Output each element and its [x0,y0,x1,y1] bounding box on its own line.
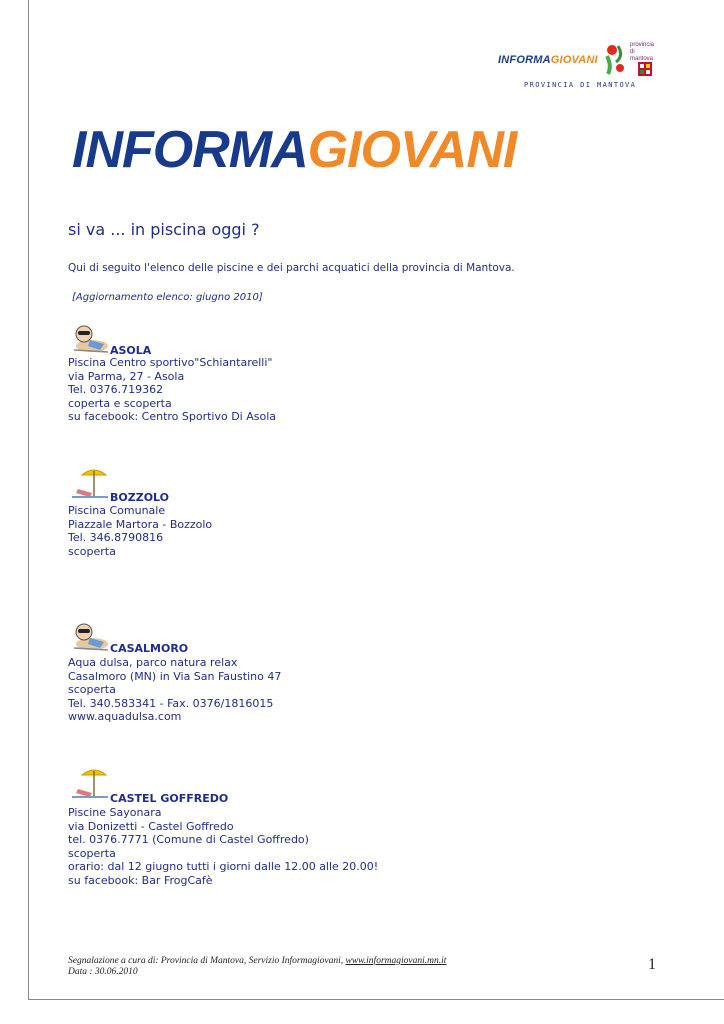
footer-line1 [68,956,446,967]
pool-entry-line: su facebook: Bar FrogCafè [68,873,213,887]
big-logo-word-informa: INFORMA [72,121,308,179]
pool-entry-details [68,504,212,558]
pool-entry-line: www.aquadulsa.com [68,710,182,723]
pool-entry-line: scoperta [68,683,116,696]
beach-umbrella-icon [70,467,110,501]
pool-entry-line: coperta e scoperta [68,396,172,410]
footer-credit: Segnalazione a cura di: Provincia di Mantova, Servizio Informagiovani, [68,956,346,966]
pool-entry-name: CASALMORO [110,642,189,655]
pool-entry-line: scoperta [68,846,116,860]
page-number: 1 [648,956,656,973]
pool-entry-line: Casalmoro (MN) in Via San Faustino 47 [68,669,282,683]
pool-entry-details [68,356,276,424]
pool-entry-line: tel. 0376.7771 (Comune di Castel Goffredo) [68,833,309,846]
pool-entry-line: Tel. 0376.719362 [68,383,164,396]
page-heading: si va ... in piscina oggi ? [68,220,260,239]
informagiovani-logo [72,120,516,180]
header-logo-wordmark [498,54,598,66]
pool-entry-line: Piazzale Martora - Bozzolo [68,517,213,531]
footer-website-link[interactable]: www.informagiovani.mn.it [345,956,447,966]
pool-entry-name: ASOLA [110,344,152,357]
sunbather-icon [70,620,110,654]
header-logo-subtitle: PROVINCIA DI MANTOVA [524,81,637,89]
pool-entry-line: scoperta [68,544,116,558]
header-logo-word-informa: INFORMA [498,54,551,66]
header-logo-word-giovani: GIOVANI [550,54,598,66]
pool-entry-line: Aqua dulsa, parco natura relax [68,656,238,669]
pool-entry-line: via Parma, 27 - Asola [68,369,185,383]
pool-entry-details [68,656,281,724]
pool-entry-name: CASTEL GOFFREDO [110,792,229,805]
emblem-caption [630,42,658,63]
pool-entry-line: Tel. 346.8790816 [68,531,164,544]
update-note: [Aggiornamento elenco: giugno 2010] [72,292,263,303]
pool-entry-line: Piscina Comunale [68,504,166,517]
pool-entry-details [68,806,378,887]
pool-entry-line: Tel. 340.583341 - Fax. 0376/1816015 [68,696,274,710]
pool-entry-name: BOZZOLO [110,491,170,504]
header-logo [498,40,658,92]
pool-entry-line: Piscina Centro sportivo"Schiantarelli" [68,356,273,369]
emblem-caption-line2: di mantova [630,49,654,62]
emblem-caption-line1: provincia [630,42,655,48]
pool-entry-line: orario: dal 12 giugno tutti i giorni dalle 12.00 alle 20.00! [68,860,379,873]
intro-text: Qui di seguito l'elenco delle piscine e dei parchi acquatici della provincia di Mantova. [68,262,515,274]
pool-entry-line: su facebook: Centro Sportivo Di Asola [68,410,277,423]
page-footer [68,956,446,978]
big-logo-word-giovani: GIOVANI [307,121,517,179]
sunbather-icon [70,322,110,356]
pool-entry-line: via Donizetti - Castel Goffredo [68,819,234,833]
pool-entry-line: Piscine Sayonara [68,806,162,819]
footer-date: Data : 30.06.2010 [68,967,138,977]
beach-umbrella-icon [70,767,110,801]
